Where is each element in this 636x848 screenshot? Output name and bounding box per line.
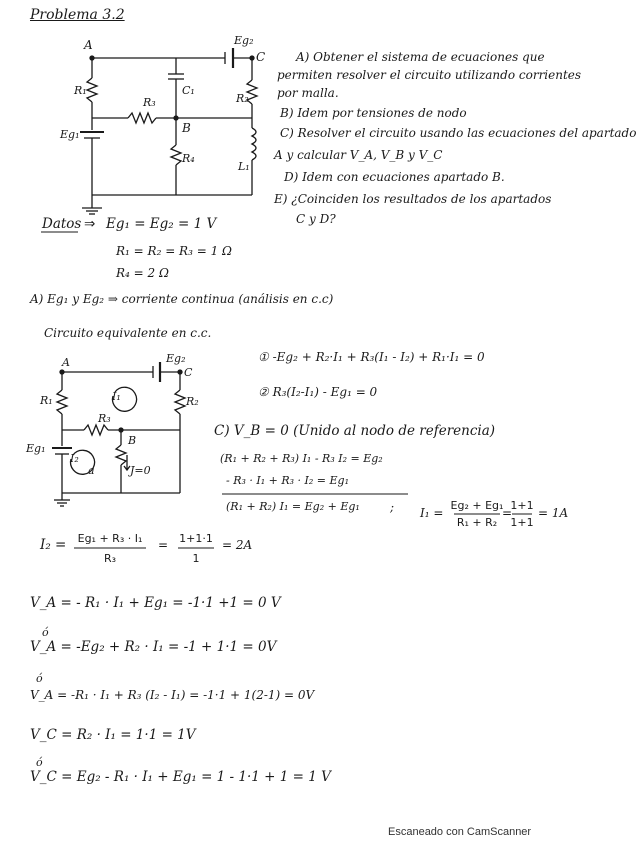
i1-numerator-values: 1+1 (510, 499, 534, 512)
page-title: Problema 3.2 (30, 7, 125, 23)
equivalent-circuit-label: Circuito equivalente en c.c. (44, 326, 212, 340)
node-b-label: B (182, 121, 191, 135)
l1-label: L₁ (238, 160, 250, 173)
datos-line-3: R₄ = 2 Ω (116, 266, 169, 280)
question-line-7: D) Idem con ecuaciones apartado B. (284, 170, 505, 184)
i2-denominator: R₃ (103, 552, 117, 565)
mesh-equation-1: ① -Eg₂ + R₂·I₁ + R₃(I₁ - I₂) + R₁·I₁ = 0 (258, 350, 485, 364)
i1-equals: = (502, 506, 513, 520)
question-line-9: C y D? (296, 212, 336, 226)
datos-line-2: R₁ = R₂ = R₃ = 1 Ω (116, 244, 232, 258)
part-a-text: A) Eg₁ y Eg₂ ⇒ corriente continua (análisis en c.c) (30, 292, 334, 306)
va-equation-1: V_A = - R₁ · I₁ + Eg₁ = -1·1 +1 = 0 V (30, 595, 281, 611)
node-a-lower-label: a (88, 464, 95, 477)
question-line-3: por malla. (277, 86, 339, 100)
node-a-label: A (84, 38, 93, 52)
question-line-5: C) Resolver el circuito usando las ecuaciones del apartado (280, 126, 636, 140)
mesh-current-1-label: I₁ (112, 390, 121, 403)
system-sum: (R₁ + R₂) I₁ = Eg₂ + Eg₁ (226, 500, 360, 513)
eg2-label: Eg₂ (234, 34, 254, 47)
i1-numerator: Eg₂ + Eg₁ (450, 499, 504, 512)
or-2: ó (36, 672, 43, 685)
eg1-label: Eg₁ (60, 128, 80, 141)
datos-label: Datos (42, 216, 82, 232)
c2-r1-label: R₁ (40, 394, 53, 407)
vc-equation-2: V_C = Eg₂ - R₁ · I₁ + Eg₁ = 1 - 1·1 + 1 = 1 V (30, 769, 331, 785)
question-line-6: A y calcular V_A, V_B y V_C (274, 148, 443, 162)
c2-node-b-label: B (128, 434, 137, 447)
i2-denominator-values: 1 (192, 552, 200, 565)
semicolon: ; (390, 500, 395, 514)
i1-denominator: R₁ + R₂ (456, 516, 498, 529)
r3-label: R₃ (143, 96, 156, 109)
r1-label: R₁ (74, 84, 87, 97)
j-current-label: J=0 (130, 464, 151, 477)
c1-label: C₁ (182, 84, 195, 97)
system-line-1: (R₁ + R₂ + R₃) I₁ - R₃ I₂ = Eg₂ (220, 452, 383, 465)
c2-r3-label: R₃ (98, 412, 111, 425)
or-1: ó (42, 626, 49, 639)
part-c-text: C) V_B = 0 (Unido al nodo de referencia) (214, 423, 496, 439)
datos-arrow: ⇒ (84, 216, 96, 232)
mesh-equation-2: ② R₃(I₂-I₁) - Eg₁ = 0 (258, 385, 378, 399)
i1-lhs: I₁ = (420, 506, 444, 520)
c2-eg1-label: Eg₁ (26, 442, 46, 455)
scanner-footer: Escaneado con CamScanner (388, 826, 532, 838)
i1-result: = 1A (538, 506, 569, 520)
question-line-1: A) Obtener el sistema de ecuaciones que (296, 50, 545, 64)
i2-numerator: Eg₁ + R₃ · I₁ (77, 532, 143, 545)
c2-r2-label: R₂ (186, 395, 199, 408)
c2-node-c-label: C (184, 366, 193, 379)
i1-denominator-values: 1+1 (510, 516, 534, 529)
node-c-label: C (256, 50, 266, 64)
or-3: ó (36, 756, 43, 769)
system-line-2: - R₃ · I₁ + R₃ · I₂ = Eg₁ (226, 474, 349, 487)
i2-equals: = (158, 538, 169, 552)
r4-label: R₄ (182, 152, 195, 165)
c2-eg2-label: Eg₂ (166, 352, 186, 365)
question-line-4: B) Idem por tensiones de nodo (280, 106, 467, 120)
datos-line-1: Eg₁ = Eg₂ = 1 V (106, 216, 217, 232)
va-equation-3: V_A = -R₁ · I₁ + R₃ (I₂ - I₁) = -1·1 + 1(2-1) = 0V (30, 688, 315, 702)
i2-result: = 2A (222, 538, 253, 552)
mesh-current-2-label: I₂ (70, 452, 79, 465)
c2-node-a-label: A (62, 356, 70, 369)
va-equation-2: V_A = -Eg₂ + R₂ · I₁ = -1 + 1·1 = 0V (30, 639, 277, 655)
r2-label: R₂ (236, 92, 249, 105)
vc-equation-1: V_C = R₂ · I₁ = 1·1 = 1V (30, 727, 196, 743)
i2-lhs: I₂ = (40, 537, 67, 553)
i2-numerator-values: 1+1·1 (179, 532, 213, 545)
question-line-8: E) ¿Coinciden los resultados de los apartados (274, 192, 552, 206)
question-line-2: permiten resolver el circuito utilizando corrientes (277, 68, 582, 82)
